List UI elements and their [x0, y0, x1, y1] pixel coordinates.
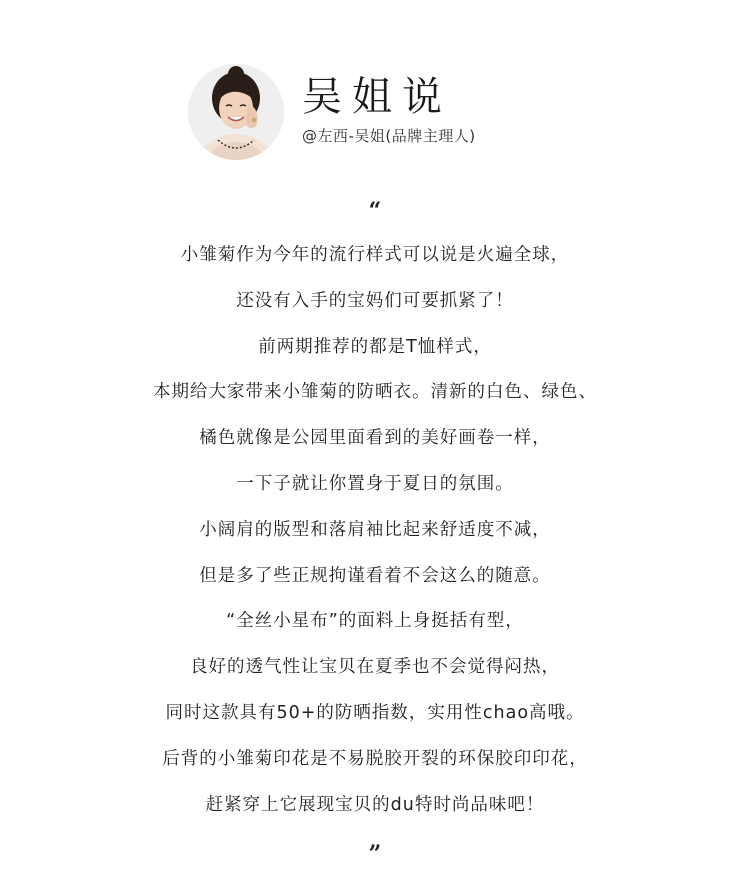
author-info — [302, 73, 476, 146]
open-quote-icon: “ — [368, 198, 382, 224]
author-header — [188, 64, 476, 160]
body-line: 后背的小雏菊印花是不易脱胶开裂的环保胶印印花， — [162, 748, 588, 769]
author-handle[interactable]: @左西-吴姐(品牌主理人) — [302, 126, 476, 145]
avatar[interactable] — [188, 64, 284, 160]
body-line: 良好的透气性让宝贝在夏季也不会觉得闷热， — [190, 657, 560, 678]
body-line: 还没有入手的宝妈们可要抓紧了！ — [236, 290, 514, 311]
body-line: 但是多了些正规拘谨看着不会这么的随意。 — [199, 565, 551, 586]
article-body — [0, 233, 750, 828]
body-line: 前两期推荐的都是T恤样式， — [258, 336, 492, 357]
avatar-portrait — [188, 64, 284, 160]
author-name: 吴姐说 — [302, 73, 452, 120]
close-quote-icon: ” — [368, 841, 382, 867]
body-line: 赶紧穿上它展现宝贝的du特时尚品味吧！ — [205, 794, 545, 815]
body-line: 小阔肩的版型和落肩袖比起来舒适度不减， — [199, 519, 551, 540]
body-line: 本期给大家带来小雏菊的防晒衣。清新的白色、绿色、 — [153, 382, 597, 403]
body-line: 橘色就像是公园里面看到的美好画卷一样， — [199, 428, 551, 449]
body-line: 同时这款具有50+的防晒指数，实用性chao高哦。 — [165, 702, 585, 723]
body-line: 小雏菊作为今年的流行样式可以说是火遍全球， — [180, 245, 570, 265]
body-line: 一下子就让你置身于夏日的氛围。 — [236, 473, 514, 494]
body-line: “全丝小星布”的面料上身挺括有型， — [226, 611, 524, 632]
